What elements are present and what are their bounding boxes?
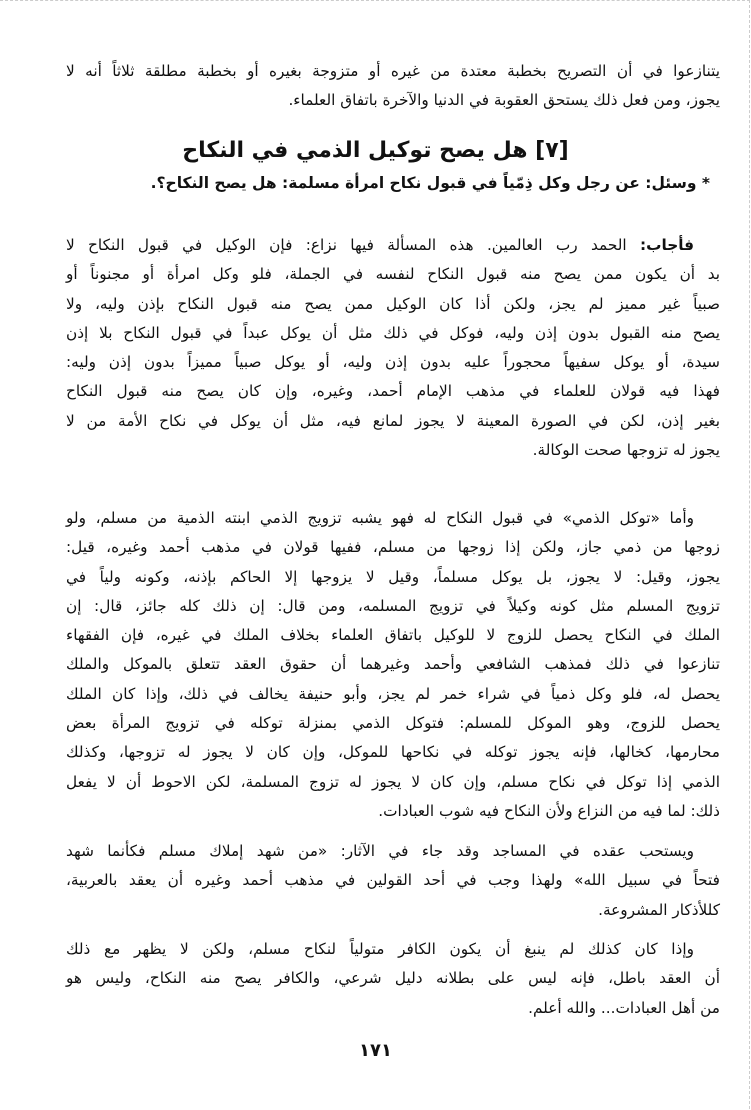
text-line: بد أن يكون ممن يصح منه قبول النكاح لنفسه في الجملة، فلو وكل امرأة أو مجنوناً أو [66, 265, 720, 284]
text-line: فهذا فيه قولان للعلماء في مذهب الإمام أحمد، وغيره، وإن كان يصح منه قبول النكاح [66, 382, 720, 401]
text-line: وأما «توكل الذمي» في قبول النكاح له فهو يشبه تزويج الذمي ابنته الذمية من مسلم، ولو [66, 509, 694, 527]
answer-paragraph-2 [66, 504, 720, 826]
text-line: فتحاً في سبيل الله» ولهذا وجب في أحد القولين في مذهب أحمد وغيره أن يعقد بالعربية، [66, 871, 720, 890]
text-line: بغير إذن، لكن في الصورة المعينة لا يجوز لمانع فيه، مثل أن يوكل في نكاح الأمة من لا [66, 411, 720, 430]
text-line: وإذا كان كذلك لم ينبغ أن يكون الكافر متولياً لنكاح مسلم، ولكن لا يظهر مع ذلك [66, 940, 694, 958]
text-line: يجوز، وقيل: لا يجوز، بل يوكل مسلماً، وقيل لا يزوجها إلا الحاكم بإذنه، وكونه ولياً في [66, 567, 720, 586]
text-line: تزويج المسلم مثل كونه وكيلاً في تزويج المسلمه، ومن قال: إن ذلك كله جائز، قال: إن [66, 596, 720, 615]
answer-paragraph-4 [66, 935, 720, 1023]
intro-paragraph [66, 57, 720, 116]
page-number: ١٧١ [359, 1040, 392, 1061]
text-line: يحصل له، فلو وكل ذمياً في شراء خمر لم يجز، وأبو حنيفة يخالف في ذلك، وإذا كان الملك [66, 684, 720, 703]
text-line: يصح منه القبول بدون إذن وليه، فوكل في ذلك مثل أن يوكل عبداً في قبول النكاح بلا إذن [66, 323, 720, 342]
text-line: يجوز، ومن فعل ذلك يستحق العقوبة في الدنيا والآخرة باتفاق العلماء. [288, 91, 720, 110]
text-line: أن العقد باطل، فإنه ليس على بطلانه دليل شرعي، والكافر يصح منه النكاح، وليس هو [66, 969, 720, 988]
text-line [66, 231, 720, 260]
text-line: من أهل العبادات... والله أعلم. [528, 998, 720, 1017]
text-line: يجوز له تزوجها صحت الوكالة. [532, 441, 720, 460]
text-line: سيدة، أو يوكل سفيهاً محجوراً عليه بدون إذن وليه، أو يوكل صبياً مميزاً بدون إذن وليه: [66, 353, 720, 372]
text-line: يتنازعوا في أن التصريح بخطبة معتدة من غيره أو متزوجة بغيره أو بخطبة مطلقة ثلاثاً أنه لا [66, 62, 720, 80]
section-heading: [٧] هل يصح توكيل الذمي في النكاح [182, 138, 569, 163]
answer-paragraph-3 [66, 837, 720, 925]
answer-lead: فأجاب: [639, 236, 694, 254]
text-line: صبياً غير مميز لم يجز، ولكن أذا كان الوكيل ممن يصح منه قبول النكاح بإذن وليه، ولا [66, 294, 720, 313]
text-line: محارمها، كخالها، فإنه يجوز توكله في نكاحها للموكل، وإن كان لا يجوز له تزوجها، وكذلك [66, 743, 720, 762]
text-line: الذمي إذا توكل في نكاح مسلم، وإن كان لا يجوز له تزوج المسلمة، لكن الاحوط أن لا يفعل [66, 772, 720, 791]
text-line: يحصل للزوج، وهو الموكل للمسلم: فتوكل الذمي بمنزلة توكله في تزويج المرأة بعض [66, 714, 720, 733]
line-text: الحمد رب العالمين. هذه المسألة فيها نزاع: فإن الوكيل في قبول النكاح لا [66, 236, 640, 254]
text-line: كللأذكار المشروعة. [598, 900, 720, 919]
text-line: ذلك: لما فيه من النزاع ولأن النكاح فيه شوب العبادات. [378, 801, 720, 820]
question-text: * وسئل: عن رجل وكل ذِمّياً في قبول نكاح امرأة مسلمة: هل يصح النكاح؟. [150, 174, 710, 192]
text-line: تنازعوا في ذلك فمذهب الشافعي وأحمد وغيرهما أن حقوق العقد تتعلق بالموكل والملك [66, 655, 720, 674]
answer-paragraph-1 [66, 231, 720, 465]
text-line: زوجها من ذمي جاز، ولكن إذا زوجها من مسلم، ففيها قولان في مذهب أحمد وغيره، قيل: [66, 538, 720, 557]
text-line: ويستحب عقده في المساجد وقد جاء في الآثار: «من شهد إملاك مسلم فكأنما شهد [66, 842, 694, 860]
text-line: الملك في النكاح يحصل للزوج لا للوكيل باتفاق العلماء بخلاف الملك في غيره، فإن الفقهاء [66, 626, 720, 645]
